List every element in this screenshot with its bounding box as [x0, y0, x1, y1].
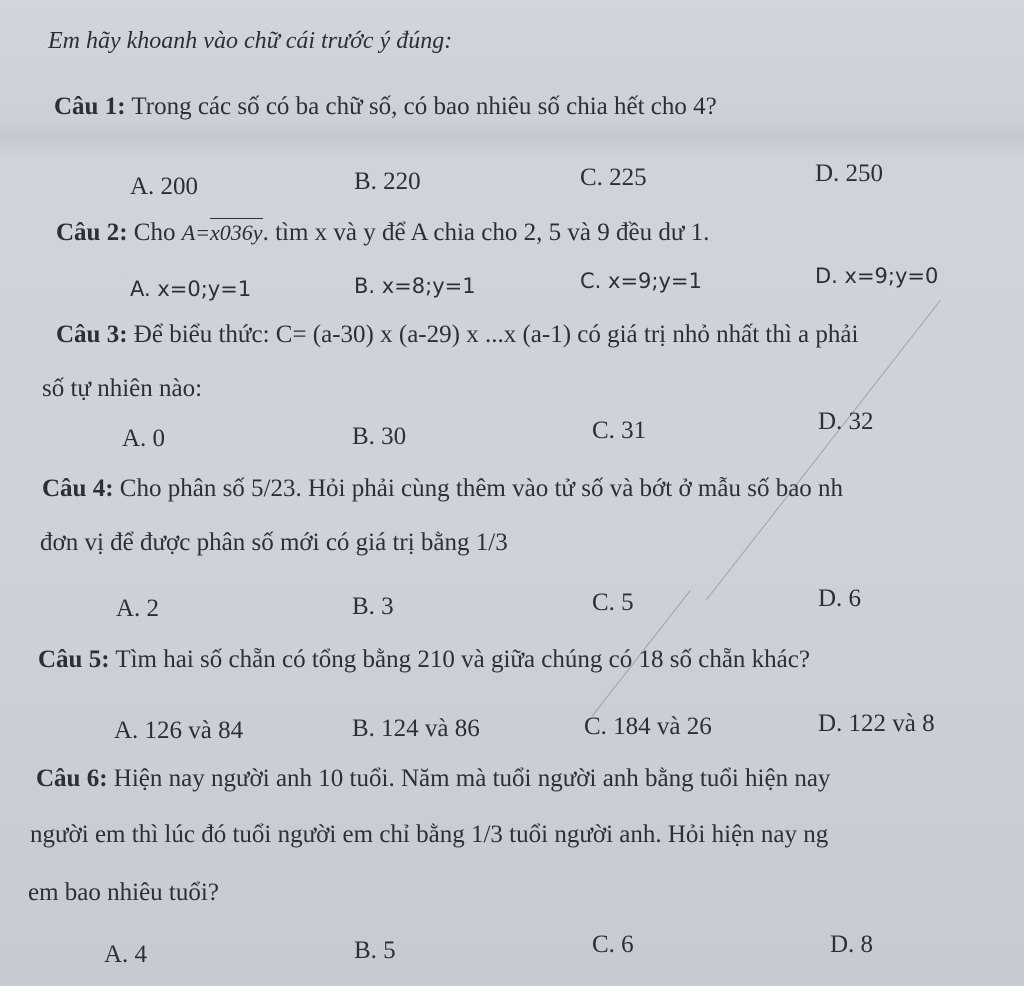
option-a[interactable]: A. 0	[122, 425, 166, 452]
question-2	[56, 218, 709, 248]
option-c[interactable]: C. 184 và 26	[584, 713, 712, 740]
question-4	[42, 474, 843, 504]
question-text: Để biểu thức: C= (a-30) x (a-29) x ...x (a-1) có giá trị nhỏ nhất thì a phải	[127, 321, 859, 348]
question-5	[38, 645, 810, 675]
instruction-heading: Em hãy khoanh vào chữ cái trước ý đúng:	[48, 28, 453, 54]
option-c[interactable]: C. x=9;y=1	[580, 269, 702, 293]
option-d[interactable]: D. 122 và 8	[818, 710, 935, 737]
option-d[interactable]: D. 32	[818, 408, 874, 435]
option-d[interactable]: D. x=9;y=0	[815, 264, 939, 288]
question-3-line-2: số tự nhiên nào:	[42, 375, 203, 402]
question-label: Câu 6:	[36, 765, 108, 792]
option-b[interactable]: B. 30	[352, 423, 407, 450]
option-c[interactable]: C. 5	[592, 589, 634, 616]
question-text: Hiện nay người anh 10 tuổi. Năm mà tuổi người anh bằng tuổi hiện nay	[107, 765, 831, 792]
formula-a: A=x036y	[181, 220, 263, 245]
option-b[interactable]: B. 124 và 86	[352, 715, 480, 742]
option-b[interactable]: B. 3	[352, 593, 394, 620]
option-a[interactable]: A. 200	[130, 173, 199, 200]
question-text: Tìm hai số chẵn có tổng bằng 210 và giữa chúng có 18 số chẵn khác?	[109, 646, 810, 673]
question-6	[36, 764, 830, 794]
option-b[interactable]: B. 220	[354, 168, 421, 195]
question-3	[56, 320, 858, 350]
option-d[interactable]: D. 8	[830, 931, 874, 958]
option-a[interactable]: A. x=0;y=1	[130, 277, 252, 301]
option-c[interactable]: C. 225	[580, 164, 647, 191]
question-label: Câu 5:	[38, 646, 110, 673]
option-c[interactable]: C. 6	[592, 931, 634, 958]
question-label: Câu 3:	[56, 321, 128, 348]
option-b[interactable]: B. x=8;y=1	[354, 274, 476, 298]
option-b[interactable]: B. 5	[354, 937, 396, 964]
question-text: Cho	[127, 219, 182, 246]
question-label: Câu 2:	[56, 219, 128, 246]
question-text: Trong các số có ba chữ số, có bao nhiêu số chia hết cho 4?	[125, 93, 717, 120]
question-text-cont: . tìm x và y để A chia cho 2, 5 và 9 đều dư 1.	[262, 219, 710, 246]
question-1	[54, 92, 717, 122]
option-d[interactable]: D. 250	[815, 160, 884, 187]
question-6-line-3: em bao nhiêu tuổi?	[28, 879, 219, 906]
option-a[interactable]: A. 4	[104, 941, 148, 968]
formula-overline-number: x036y	[210, 220, 263, 245]
question-text: Cho phân số 5/23. Hỏi phải cùng thêm vào tử số và bớt ở mẫu số bao nh	[113, 475, 844, 502]
option-a[interactable]: A. 2	[116, 595, 160, 622]
option-a[interactable]: A. 126 và 84	[114, 717, 244, 744]
option-c[interactable]: C. 31	[592, 417, 647, 444]
question-4-line-2: đơn vị để được phân số mới có giá trị bằng 1/3	[40, 529, 508, 556]
option-d[interactable]: D. 6	[818, 585, 862, 612]
question-6-line-2: người em thì lúc đó tuổi người em chỉ bằng 1/3 tuổi người anh. Hỏi hiện nay ng	[30, 821, 829, 848]
question-label: Câu 4:	[42, 475, 114, 502]
question-label: Câu 1:	[54, 93, 126, 120]
